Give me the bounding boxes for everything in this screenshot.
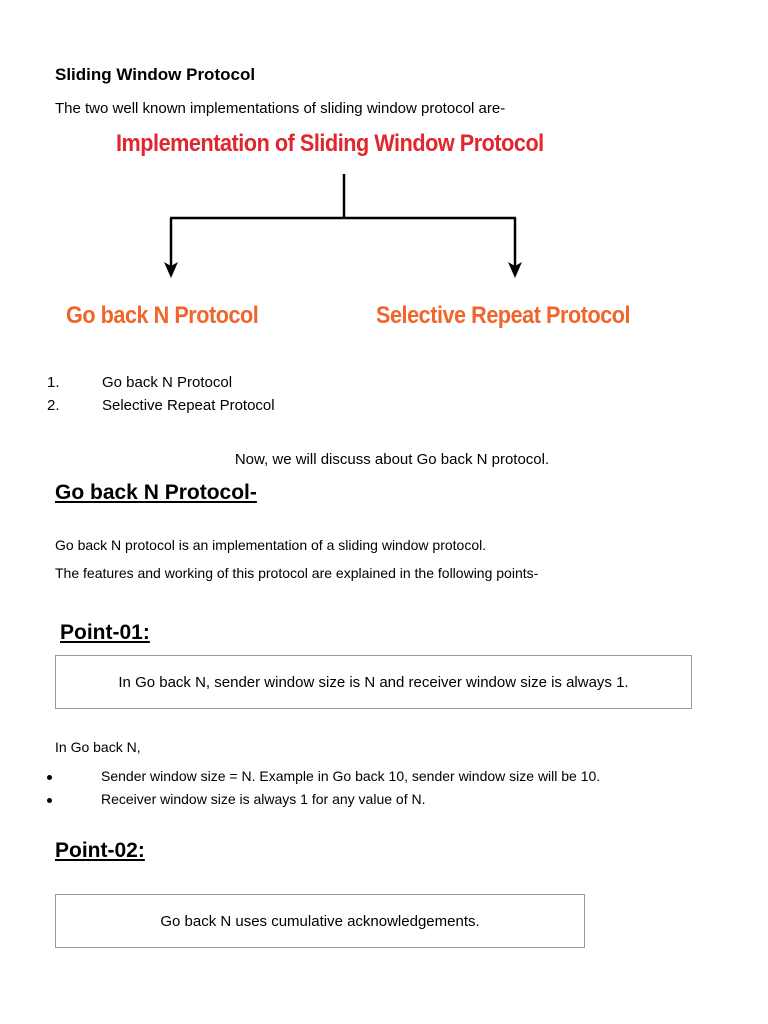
- point-01-box: [55, 655, 692, 709]
- point-01-box-text: In Go back N, sender window size is N and receiver window size is always 1.: [118, 673, 629, 691]
- diagram-root-label: Implementation of Sliding Window Protocol: [116, 130, 544, 157]
- bullet-icon: [47, 775, 52, 780]
- intro-text: The two well known implementations of sliding window protocol are-: [55, 100, 506, 117]
- list-marker: 2.: [47, 397, 60, 414]
- bullet-icon: [47, 798, 52, 803]
- point-01-heading: Point-01:: [60, 621, 150, 644]
- section-paragraph-2: The features and working of this protocol are explained in the following points-: [55, 565, 539, 581]
- section-paragraph-1: Go back N protocol is an implementation of a sliding window protocol.: [55, 537, 487, 553]
- point-01-lead: In Go back N,: [55, 739, 141, 755]
- centered-note: Now, we will discuss about Go back N protocol.: [234, 451, 550, 468]
- point-02-box: [55, 894, 585, 948]
- protocol-diagram: [60, 130, 660, 345]
- point-02-heading: Point-02:: [55, 839, 145, 862]
- bullet-text: Receiver window size is always 1 for any value of N.: [101, 791, 426, 807]
- section-heading: Go back N Protocol-: [55, 481, 257, 504]
- diagram-child-selective-repeat: Selective Repeat Protocol: [376, 302, 631, 329]
- list-item-text: Go back N Protocol: [102, 374, 233, 391]
- point-02-box-text: Go back N uses cumulative acknowledgements.: [160, 912, 480, 930]
- bullet-text: Sender window size = N. Example in Go back 10, sender window size will be 10.: [101, 768, 601, 784]
- diagram-child-go-back-n: Go back N Protocol: [66, 302, 259, 329]
- list-marker: 1.: [47, 374, 60, 391]
- list-item-text: Selective Repeat Protocol: [102, 397, 275, 414]
- document-title: Sliding Window Protocol: [55, 65, 256, 84]
